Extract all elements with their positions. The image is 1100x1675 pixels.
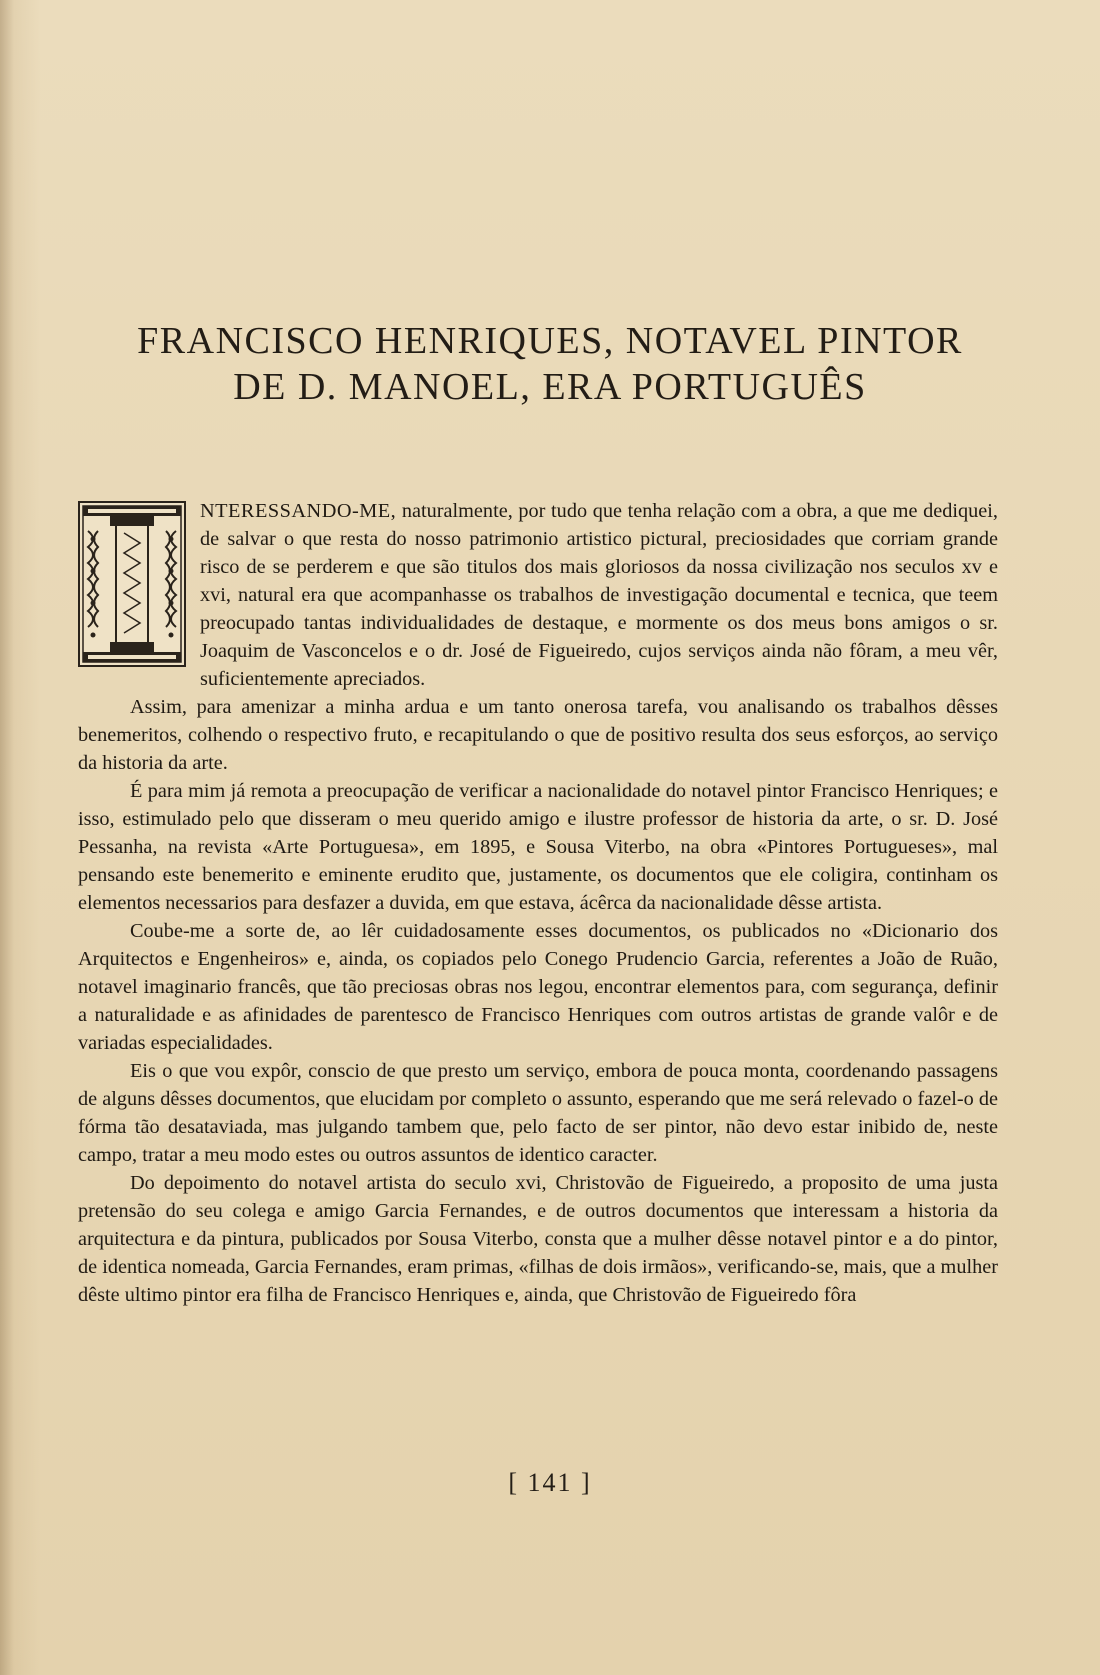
paragraph-2: Assim, para amenizar a minha ardua e um tanto onerosa tarefa, vou analisando os trabalhos dêsses benemeritos, colhendo o respectivo fruto, e recapitulando o que de positivo resulta dos seus esforços, ao serviço da historia da arte. (78, 696, 998, 774)
title-line-2: DE D. MANOEL, ERA PORTUGUÊS (233, 366, 867, 408)
article-body (78, 497, 998, 1309)
paragraph-4: Coube-me a sorte de, ao lêr cuidadosamente esses documentos, os publicados no «Dicionario dos Arquitectos e Engenheiros» e, ainda, os copiados pelo Conego Prudencio Garcia, referentes a João de Ruão, notavel imaginario francês, que tão preciosas obras nos legou, encontrar elementos para, com segurança, definir a naturalidade e as afinidades de parentesco de Francisco Henriques com outros artistas de grande valôr e de variadas especialidades. (78, 920, 998, 1054)
lead-word: NTERESSANDO-ME, (200, 500, 397, 522)
paragraph-1 (78, 497, 998, 693)
title-line-1: FRANCISCO HENRIQUES, NOTAVEL PINTOR (137, 320, 963, 362)
page-number: [ 141 ] (508, 1468, 592, 1497)
paragraph-3: É para mim já remota a preocupação de verificar a nacionalidade do notavel pintor Francisco Henriques; e isso, estimulado pelo que disseram o meu querido amigo e ilustre professor de historia da arte, o sr. D. José Pessanha, na revista «Arte Portuguesa», em 1895, e Sousa Viterbo, na obra «Pintores Portugueses», mal pensando este benemerito e eminente erudito que, justamente, os documentos que ele coligira, continham os elementos necessarios para desfazer a duvida, em que estava, ácêrca da nacionalidade dêsse artista. (78, 780, 998, 914)
article-title (80, 318, 1020, 410)
paragraph-5: Eis o que vou expôr, conscio de que presto um serviço, embora de pouca monta, coordenando passagens de alguns dêsses documentos, que elucidam por completo o assunto, esperando que me será relevado o fazel-o de fórma tão desataviada, mas julgando tambem que, pelo facto de ser pintor, não devo estar inibido de, neste campo, tratar a meu modo estes ou outros assuntos de identico caracter. (78, 1060, 998, 1166)
paragraph-6: Do depoimento do notavel artista do seculo xvi, Christovão de Figueiredo, a proposito de uma justa pretensão do seu colega e amigo Garcia Fernandes, e de outros documentos que interessam a historia da arquitectura e da pintura, publicados por Sousa Viterbo, consta que a mulher dêsse notavel pintor e a do pintor, de identica nomeada, Garcia Fernandes, eram primas, «filhas de dois irmãos», verificando-se, mais, que a mulher dêste ultimo pintor era filha de Francisco Henriques e, ainda, que Christovão de Figueiredo fôra (78, 1172, 998, 1306)
ornate-initial-icon (78, 501, 186, 667)
paragraph-1-text: naturalmente, por tudo que tenha relação com a obra, a que me dediquei, de salvar o que resta do nosso patrimonio artistico pictural, preciosidades que corriam grande risco de se perderem e que são titulos dos mais gloriosos da nossa civilização nos seculos xv e xvi, natural era que acompanhasse os trabalhos de investigação documental e tecnica, que teem preocupado tantas individualidades de destaque, e mormente os dos meus bons amigos o sr. Joaquim de Vasconcelos e o dr. José de Figueiredo, cujos serviços ainda não fôram, a meu vêr, suficientemente apreciados. (200, 500, 998, 690)
